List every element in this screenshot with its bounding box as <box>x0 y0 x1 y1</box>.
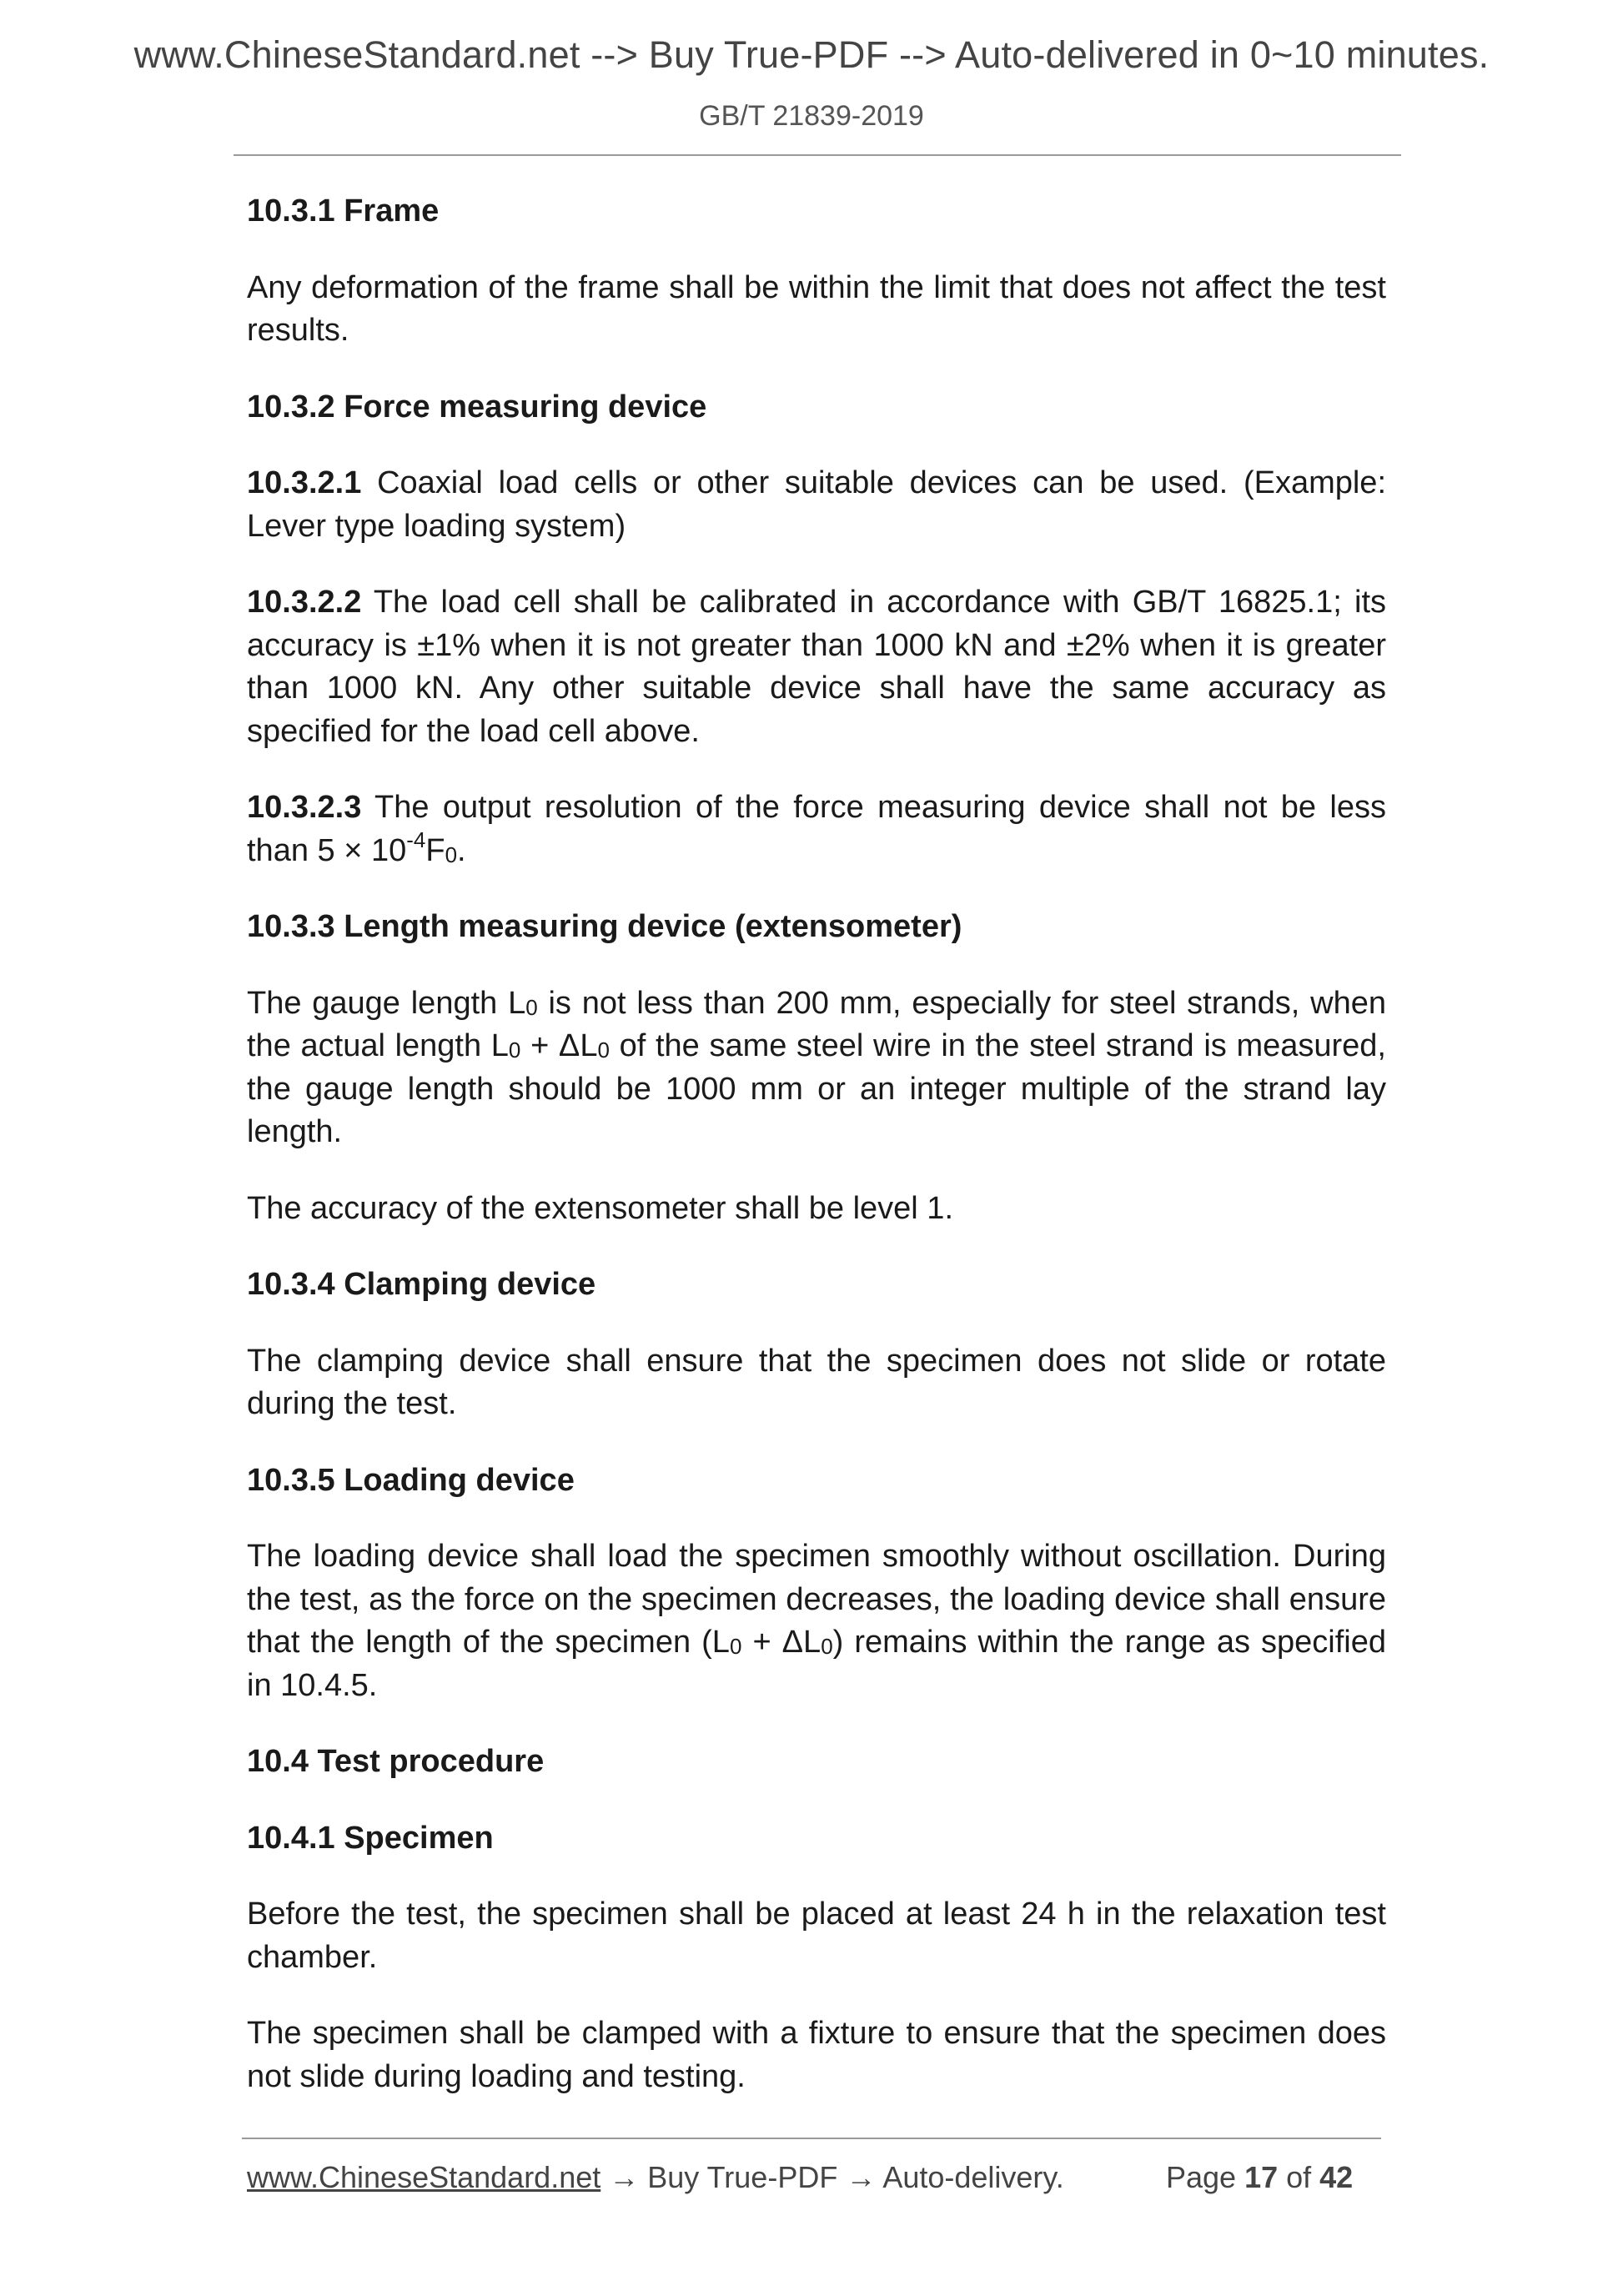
subscript: 0 <box>508 1037 521 1063</box>
paragraph-extensometer-accuracy: The accuracy of the extensometer shall be level 1. <box>247 1190 954 1226</box>
text-run: is not less than 200 mm, especially for steel strands, when the actual length L <box>247 985 1386 1063</box>
header-divider <box>234 154 1401 156</box>
page-indicator <box>1166 2160 1353 2195</box>
paragraph-10-3-2-3 <box>247 786 1386 872</box>
text-run: + ΔL <box>520 1028 598 1063</box>
clause-end: . <box>457 832 466 868</box>
subscript: 0 <box>525 994 538 1020</box>
page-of-label: of <box>1278 2160 1320 2194</box>
subscript: 0 <box>445 842 458 867</box>
clause-number: 10.3.2.1 <box>247 465 362 500</box>
heading-10-3-2: 10.3.2 Force measuring device <box>247 389 707 425</box>
force-symbol: F <box>425 832 445 868</box>
heading-10-3-1: 10.3.1 Frame <box>247 193 440 229</box>
footer-link-line <box>247 2160 1064 2195</box>
exponent: -4 <box>406 826 426 852</box>
footer-divider <box>242 2138 1381 2139</box>
clause-text: Coaxial load cells or other suitable devices can be used. (Example: Lever type loading system) <box>247 465 1386 544</box>
current-page-number: 17 <box>1244 2160 1279 2194</box>
paragraph-specimen-conditioning: Before the test, the specimen shall be placed at least 24 h in the relaxation test chamber. <box>247 1897 1386 1975</box>
site-banner: www.ChineseStandard.net --> Buy True-PDF --> Auto-delivered in 0~10 minutes. <box>133 33 1490 76</box>
clause-number: 10.3.2.3 <box>247 790 362 825</box>
subscript: 0 <box>729 1634 742 1659</box>
footer-tagline: → Buy True-PDF → Auto-delivery. <box>600 2160 1064 2194</box>
text-run: The gauge length L <box>247 985 526 1021</box>
site-link[interactable]: www.ChineseStandard.net <box>247 2160 601 2194</box>
paragraph-clamping: The clamping device shall ensure that the specimen does not slide or rotate during the test. <box>247 1343 1386 1421</box>
heading-10-4-1: 10.4.1 Specimen <box>247 1820 494 1856</box>
page-content <box>247 190 1386 2132</box>
clause-text: The load cell shall be calibrated in accordance with GB/T 16825.1; its accuracy is ±1% when it is not greater than 1000 kN and ±2% when it is greater than 1000 kN. Any other suitable device shall have the same accuracy as specified for the load cell above. <box>247 585 1386 749</box>
clause-text: The output resolution of the force measuring device shall not be less than 5 × 10 <box>247 790 1386 868</box>
subscript: 0 <box>597 1037 610 1063</box>
text-run: + ΔL <box>741 1625 822 1660</box>
heading-10-4: 10.4 Test procedure <box>247 1744 545 1779</box>
paragraph-frame: Any deformation of the frame shall be within the limit that does not affect the test results. <box>247 269 1386 348</box>
heading-10-3-3: 10.3.3 Length measuring device (extensometer) <box>247 909 962 944</box>
paragraph-10-3-2-1 <box>247 462 1386 548</box>
text-run: The loading device shall load the specimen smoothly without oscillation. During the test, as the force on the specimen decreases, the loading device shall ensure that the length of the specimen (L <box>247 1539 1386 1660</box>
paragraph-loading <box>247 1535 1386 1707</box>
text-run: ) remains within the range as specified in 10.4.5. <box>247 1625 1387 1703</box>
document-code: GB/T 21839-2019 <box>699 100 924 132</box>
subscript: 0 <box>821 1634 833 1659</box>
page-label: Page <box>1166 2160 1245 2194</box>
heading-10-3-4: 10.3.4 Clamping device <box>247 1267 596 1302</box>
paragraph-specimen-clamping: The specimen shall be clamped with a fixture to ensure that the specimen does not slide during loading and testing. <box>247 2016 1386 2094</box>
clause-number: 10.3.2.2 <box>247 585 362 620</box>
heading-10-3-5: 10.3.5 Loading device <box>247 1462 575 1498</box>
paragraph-gauge-length <box>247 982 1386 1154</box>
total-page-number: 42 <box>1319 2160 1354 2194</box>
text-run: of the same steel wire in the steel strand is measured, the gauge length should be 1000 mm or an integer multiple of the strand lay length. <box>247 1028 1386 1149</box>
paragraph-10-3-2-2 <box>247 581 1386 753</box>
